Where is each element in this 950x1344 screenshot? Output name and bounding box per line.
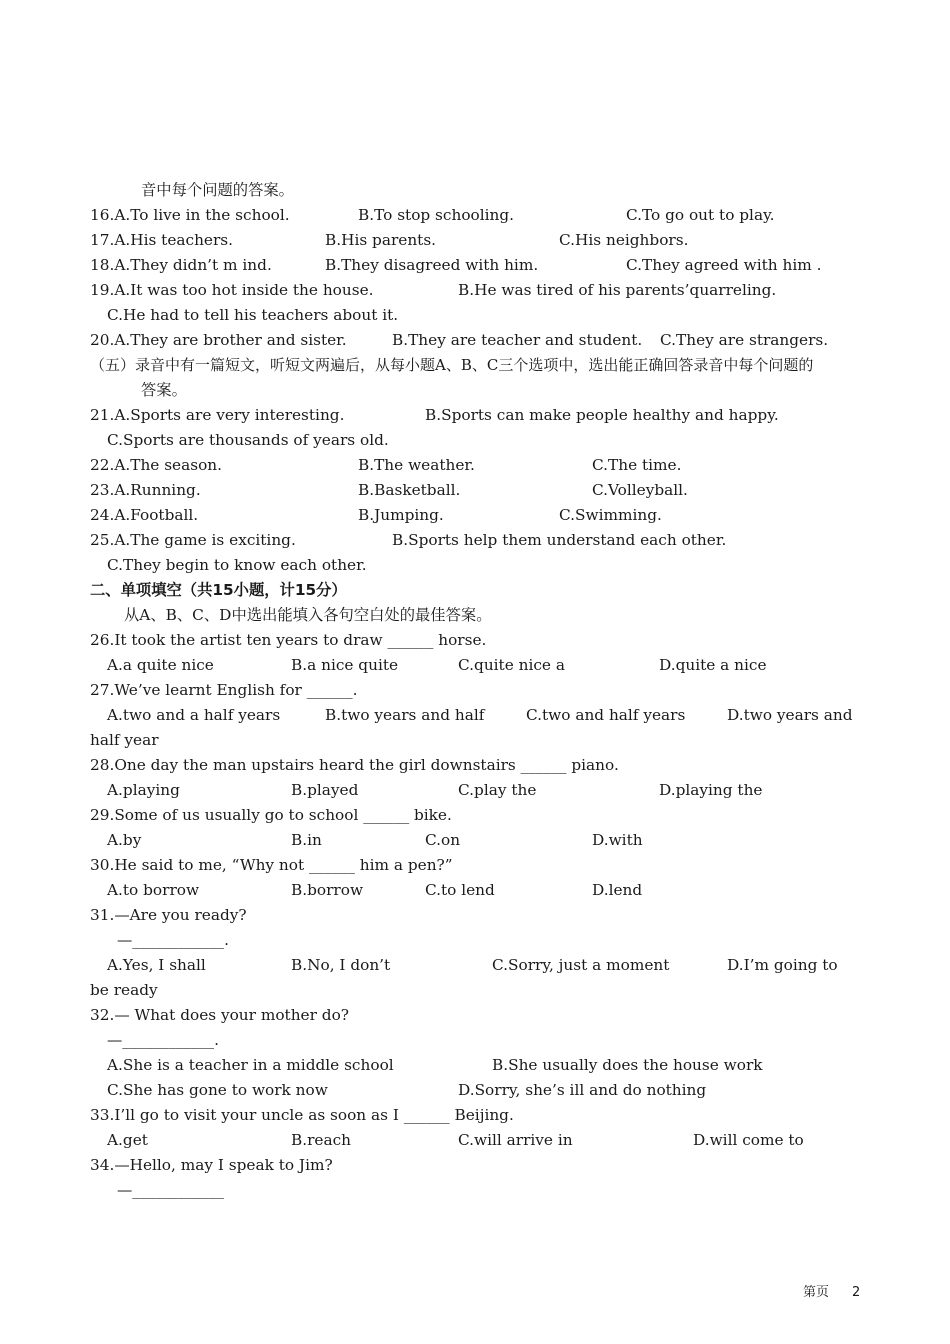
question-24 <box>0 503 662 528</box>
question-28-option-b: B.played <box>291 781 359 799</box>
section-2-instruction: 从A、B、C、D中选出能填入各句空白处的最佳答案。 <box>124 606 492 624</box>
section-2-heading: 二、单项填空（共15小题，计15分） <box>90 581 347 599</box>
question-17 <box>0 228 689 253</box>
question-31-stem: 31.—Are you ready? <box>90 906 247 924</box>
question-31-options <box>0 953 838 978</box>
question-34-reply: —____________ <box>117 1181 225 1199</box>
question-22-option-b: B.The weather. <box>358 456 475 474</box>
question-19-option-a: 19.A.It was too hot inside the house. <box>90 281 374 299</box>
question-32-option-d: D.Sorry, she’s ill and do nothing <box>458 1081 707 1099</box>
question-23-option-b: B.Basketball. <box>358 481 461 499</box>
question-18-option-a: 18.A.They didn’t m ind. <box>90 256 272 274</box>
question-33-option-d: D.will come to <box>693 1131 804 1149</box>
question-28-option-a: A.playing <box>107 781 180 799</box>
question-32-option-a: A.She is a teacher in a middle school <box>107 1056 394 1074</box>
question-30-option-d: D.lend <box>592 881 643 899</box>
question-29-options <box>0 828 643 853</box>
question-21 <box>0 403 779 428</box>
question-18-option-b: B.They disagreed with him. <box>325 256 539 274</box>
question-33-option-c: C.will arrive in <box>458 1131 573 1149</box>
question-32-option-c: C.She has gone to work now <box>107 1081 328 1099</box>
question-29-option-a: A.by <box>107 831 142 849</box>
question-21-line-2 <box>0 428 389 453</box>
question-24-option-c: C.Swimming. <box>559 506 662 524</box>
question-32-option-b: B.She usually does the house work <box>492 1056 763 1074</box>
question-30-option-b: B.borrow <box>291 881 364 899</box>
question-28-options <box>0 778 763 803</box>
question-31-option-c: C.Sorry, just a moment <box>492 956 670 974</box>
question-27-option-b: B.two years and half <box>325 706 485 724</box>
question-29-option-c: C.on <box>425 831 461 849</box>
question-27-option-d: D.two years and <box>727 706 853 724</box>
question-34-stem: 34.—Hello, may I speak to Jim? <box>90 1156 333 1174</box>
question-26-option-b: B.a nice quite <box>291 656 399 674</box>
question-17-option-b: B.His parents. <box>325 231 437 249</box>
question-25-line-2 <box>0 553 367 578</box>
question-27-options-line-2: half year <box>90 731 159 749</box>
question-26-option-c: C.quite nice a <box>458 656 565 674</box>
question-26-option-d: D.quite a nice <box>659 656 767 674</box>
question-27-option-a: A.two and a half years <box>107 706 281 724</box>
question-29-stem: 29.Some of us usually go to school ______ bike. <box>90 806 452 824</box>
question-20-option-a: 20.A.They are brother and sister. <box>90 331 347 349</box>
question-19-option-c: C.He had to tell his teachers about it. <box>107 306 399 324</box>
part5-instruction: （五）录音中有一篇短文，听短文两遍后，从每小题A、B、C三个选项中，选出能正确回答录音中每个问题的 <box>90 356 814 374</box>
question-20-option-c: C.They are strangers. <box>660 331 829 349</box>
question-22-option-a: 22.A.The season. <box>90 456 223 474</box>
question-17-option-c: C.His neighbors. <box>559 231 689 249</box>
question-27-stem: 27.We’ve learnt English for ______. <box>90 681 358 699</box>
question-19-line-2 <box>0 303 399 328</box>
question-25-option-a: 25.A.The game is exciting. <box>90 531 296 549</box>
question-25-option-c: C.They begin to know each other. <box>107 556 367 574</box>
question-23 <box>0 478 688 503</box>
question-26-stem: 26.It took the artist ten years to draw ______ horse. <box>90 631 487 649</box>
question-33-option-a: A.get <box>107 1131 148 1149</box>
question-21-option-b: B.Sports can make people healthy and happy. <box>425 406 779 424</box>
question-32-reply: —____________. <box>107 1031 219 1049</box>
listening-instruction-continued: 音中每个问题的答案。 <box>141 181 294 199</box>
question-30-option-a: A.to borrow <box>107 881 200 899</box>
question-23-option-a: 23.A.Running. <box>90 481 201 499</box>
question-23-option-c: C.Volleyball. <box>592 481 688 499</box>
question-32-options-line-2 <box>0 1078 707 1103</box>
question-30-options <box>0 878 643 903</box>
question-22 <box>0 453 682 478</box>
question-28-stem: 28.One day the man upstairs heard the girl downstairs ______ piano. <box>90 756 619 774</box>
question-19 <box>0 278 777 303</box>
question-27-options <box>0 703 853 728</box>
question-24-option-b: B.Jumping. <box>358 506 444 524</box>
question-31-reply: —____________. <box>117 931 229 949</box>
question-21-option-c: C.Sports are thousands of years old. <box>107 431 389 449</box>
question-18-option-c: C.They agreed with him . <box>626 256 822 274</box>
question-31-option-b: B.No, I don’t <box>291 956 391 974</box>
question-22-option-c: C.The time. <box>592 456 682 474</box>
question-21-option-a: 21.A.Sports are very interesting. <box>90 406 345 424</box>
question-29-option-b: B.in <box>291 831 322 849</box>
page-label: 第页 <box>803 1285 830 1300</box>
question-16-option-c: C.To go out to play. <box>626 206 775 224</box>
question-33-options <box>0 1128 804 1153</box>
question-33-stem: 33.I’ll go to visit your uncle as soon as I ______ Beijing. <box>90 1106 514 1124</box>
question-32-options <box>0 1053 763 1078</box>
page-number: 2 <box>852 1285 861 1300</box>
question-25-option-b: B.Sports help them understand each other. <box>392 531 727 549</box>
question-33-option-b: B.reach <box>291 1131 352 1149</box>
question-19-option-b: B.He was tired of his parents’quarreling. <box>458 281 777 299</box>
question-32-stem: 32.— What does your mother do? <box>90 1006 349 1024</box>
question-20 <box>0 328 829 353</box>
question-31-option-a: A.Yes, I shall <box>107 956 206 974</box>
question-18 <box>0 253 822 278</box>
question-28-option-c: C.play the <box>458 781 537 799</box>
question-26-option-a: A.a quite nice <box>107 656 214 674</box>
question-16 <box>0 203 775 228</box>
question-30-stem: 30.He said to me, “Why not ______ him a pen?” <box>90 856 453 874</box>
question-20-option-b: B.They are teacher and student. <box>392 331 643 349</box>
question-31-options-line-2: be ready <box>90 981 158 999</box>
question-25 <box>0 528 727 553</box>
question-27-option-c: C.two and half years <box>526 706 686 724</box>
question-16-option-b: B.To stop schooling. <box>358 206 515 224</box>
part5-instruction-line-2: 答案。 <box>141 381 187 399</box>
question-17-option-a: 17.A.His teachers. <box>90 231 233 249</box>
question-28-option-d: D.playing the <box>659 781 763 799</box>
question-24-option-a: 24.A.Football. <box>90 506 199 524</box>
question-29-option-d: D.with <box>592 831 643 849</box>
question-31-option-d: D.I’m going to <box>727 956 838 974</box>
question-30-option-c: C.to lend <box>425 881 495 899</box>
question-16-option-a: 16.A.To live in the school. <box>90 206 290 224</box>
question-26-options <box>0 653 767 678</box>
